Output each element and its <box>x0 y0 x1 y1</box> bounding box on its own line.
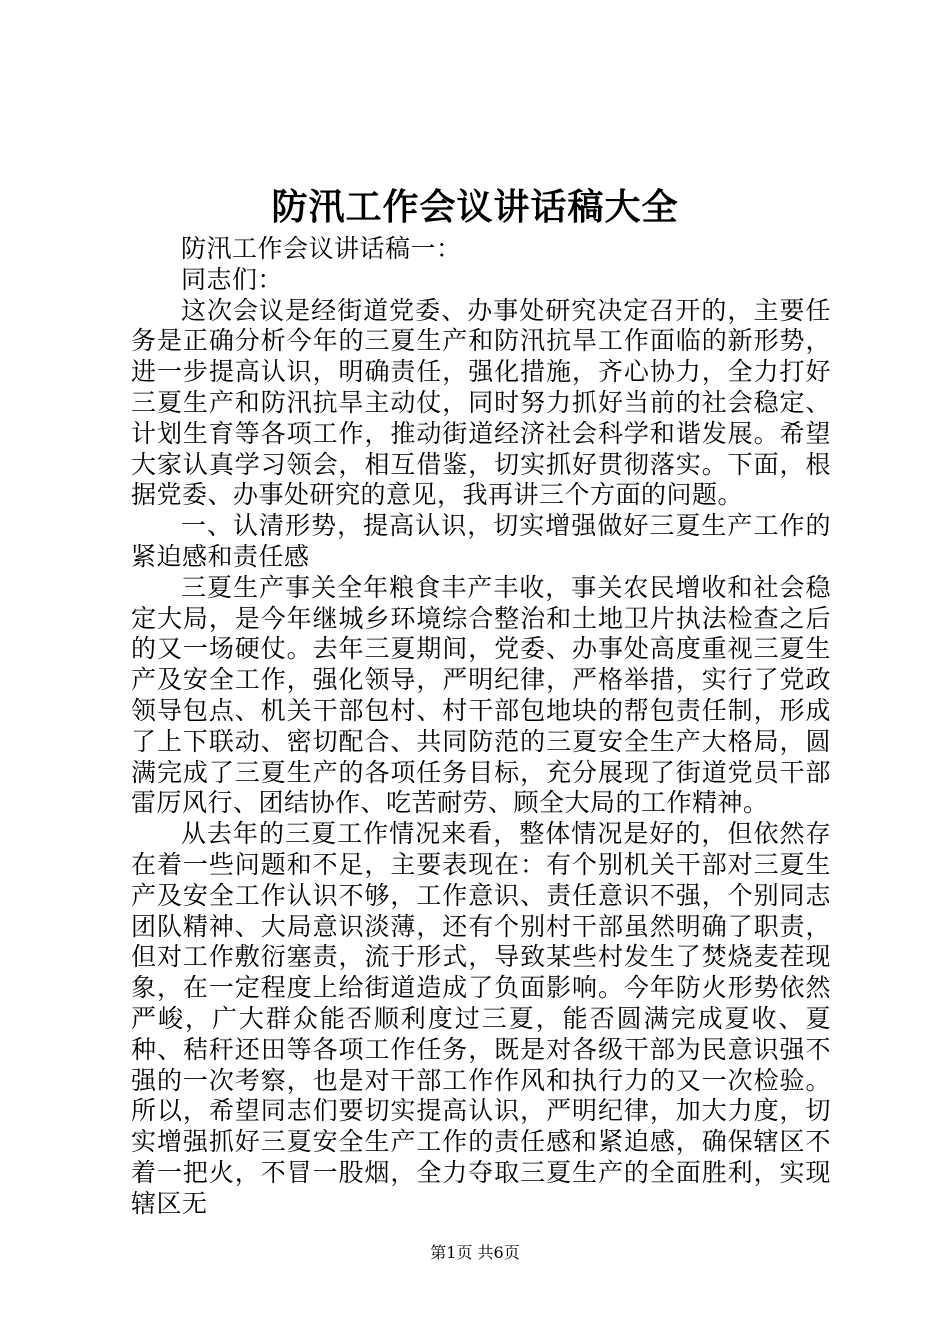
body-paragraph: 三夏生产事关全年粮食丰产丰收，事关农民增收和社会稳定大局，是今年继城乡环境综合整治和土地卫片执法检查之后的又一场硬仗。去年三夏期间，党委、办事处高度重视三夏生产及安全工作，强化领导，严明纪律，严格举措，实行了党政领导包点、机关干部包村、村干部包地块的帮包责任制，形成了上下联动、密切配合、共同防范的三夏安全生产大格局，圆满完成了三夏生产的各项任务目标，充分展现了街道党员干部雷厉风行、团结协作、吃苦耐劳、顾全大局的工作精神。 <box>131 572 831 818</box>
body-paragraph: 这次会议是经街道党委、办事处研究决定召开的，主要任务是正确分析今年的三夏生产和防汛抗旱工作面临的新形势，进一步提高认识，明确责任，强化措施，齐心协力，全力打好三夏生产和防汛抗旱主动仗，同时努力抓好当前的社会稳定、计划生育等各项工作，推动街道经济社会科学和谐发展。希望大家认真学习领会，相互借鉴，切实抓好贯彻落实。下面，根据党委、办事处研究的意见，我再讲三个方面的问题。 <box>131 295 831 510</box>
document-title: 防汛工作会议讲话稿大全 <box>271 186 679 228</box>
document-body <box>131 234 831 1220</box>
salutation: 同志们： <box>181 264 284 294</box>
body-paragraph: 从去年的三夏工作情况来看，整体情况是好的，但依然存在着一些问题和不足，主要表现在：有个别机关干部对三夏生产及安全工作认识不够，工作意识、责任意识不强，个别同志团队精神、大局意识淡薄，还有个别村干部虽然明确了职责，但对工作敷衍塞责，流于形式，导致某些村发生了焚烧麦茬现象，在一定程度上给街道造成了负面影响。今年防火形势依然严峻，广大群众能否顺利度过三夏，能否圆满完成夏收、夏种、秸秆还田等各项工作任务，既是对各级干部为民意识强不强的一次考察，也是对干部工作作风和执行力的又一次检验。所以，希望同志们要切实提高认识，严明纪律，加大力度，切实增强抓好三夏安全生产工作的责任感和紧迫感，确保辖区不着一把火，不冒一股烟，全力夺取三夏生产的全面胜利，实现辖区无 <box>131 819 831 1218</box>
section-heading-one: 一、认清形势，提高认识，切实增强做好三夏生产工作的紧迫感和责任感 <box>131 511 831 571</box>
page-number-footer: 第1页 共6页 <box>430 1243 520 1262</box>
section-heading-speech-one: 防汛工作会议讲话稿一： <box>181 234 462 263</box>
